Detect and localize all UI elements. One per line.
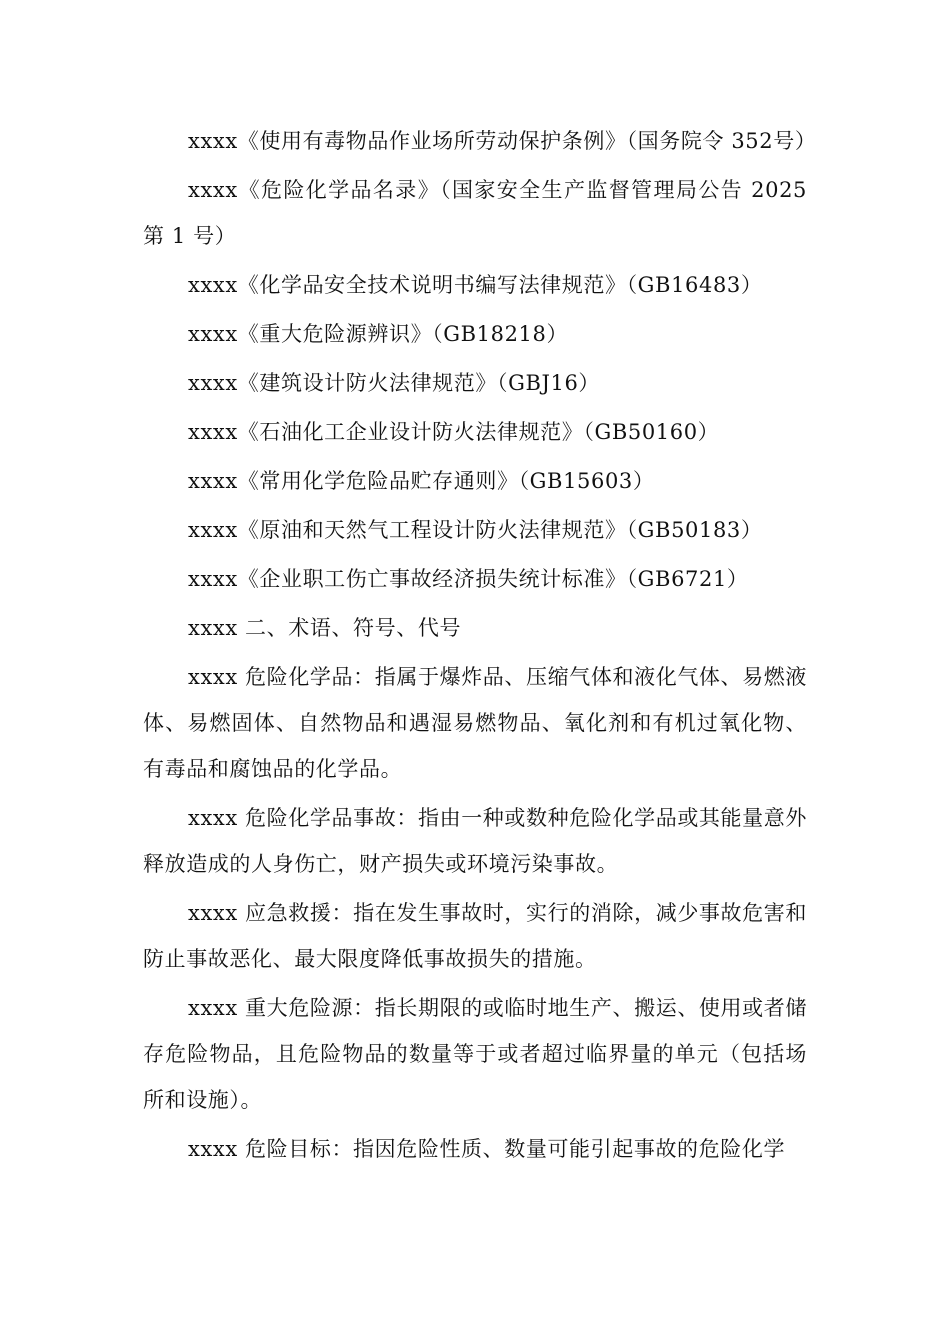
reference-item-gb50160: xxxx《石油化工企业设计防火法律规范》（GB50160）	[188, 420, 720, 444]
definition-hazardous-chemical-accident: xxxx 危险化学品事故：指由一种或数种危险化学品或其能量意外释放造成的人身伤亡，财产损失或环境污染事故。	[143, 806, 807, 876]
section-heading-terms: xxxx 二、术语、符号、代号	[188, 616, 462, 640]
reference-item-toxic-workplace-regulation: xxxx《使用有毒物品作业场所劳动保护条例》（国务院令 352号）	[188, 129, 817, 153]
reference-item-hazardous-chemicals-catalog: xxxx《危险化学品名录》（国家安全生产监督管理局公告 2025 第 1 号）	[143, 178, 807, 248]
reference-item-gb16483: xxxx《化学品安全技术说明书编写法律规范》（GB16483）	[188, 273, 763, 297]
reference-item-gb15603: xxxx《常用化学危险品贮存通则》（GB15603）	[188, 469, 655, 493]
definition-hazardous-chemicals: xxxx 危险化学品：指属于爆炸品、压缩气体和液化气体、易燃液体、易燃固体、自然物品和遇湿易燃物品、氧化剂和有机过氧化物、有毒品和腐蚀品的化学品。	[143, 665, 807, 781]
definition-hazard-target: xxxx 危险目标：指因危险性质、数量可能引起事故的危险化学	[188, 1137, 786, 1161]
definition-major-hazard-source: xxxx 重大危险源：指长期限的或临时地生产、搬运、使用或者储存危险物品，且危险物品的数量等于或者超过临界量的单元（包括场所和设施）。	[143, 996, 807, 1112]
reference-item-gb6721: xxxx《企业职工伤亡事故经济损失统计标准》（GB6721）	[188, 567, 749, 591]
reference-item-gb50183: xxxx《原油和天然气工程设计防火法律规范》（GB50183）	[188, 518, 763, 542]
definition-emergency-rescue: xxxx 应急救援：指在发生事故时，实行的消除，减少事故危害和防止事故恶化、最大限度降低事故损失的措施。	[143, 901, 807, 971]
reference-item-gb18218: xxxx《重大危险源辨识》（GB18218）	[188, 322, 569, 346]
reference-item-gbj16: xxxx《建筑设计防火法律规范》（GBJ16）	[188, 371, 601, 395]
